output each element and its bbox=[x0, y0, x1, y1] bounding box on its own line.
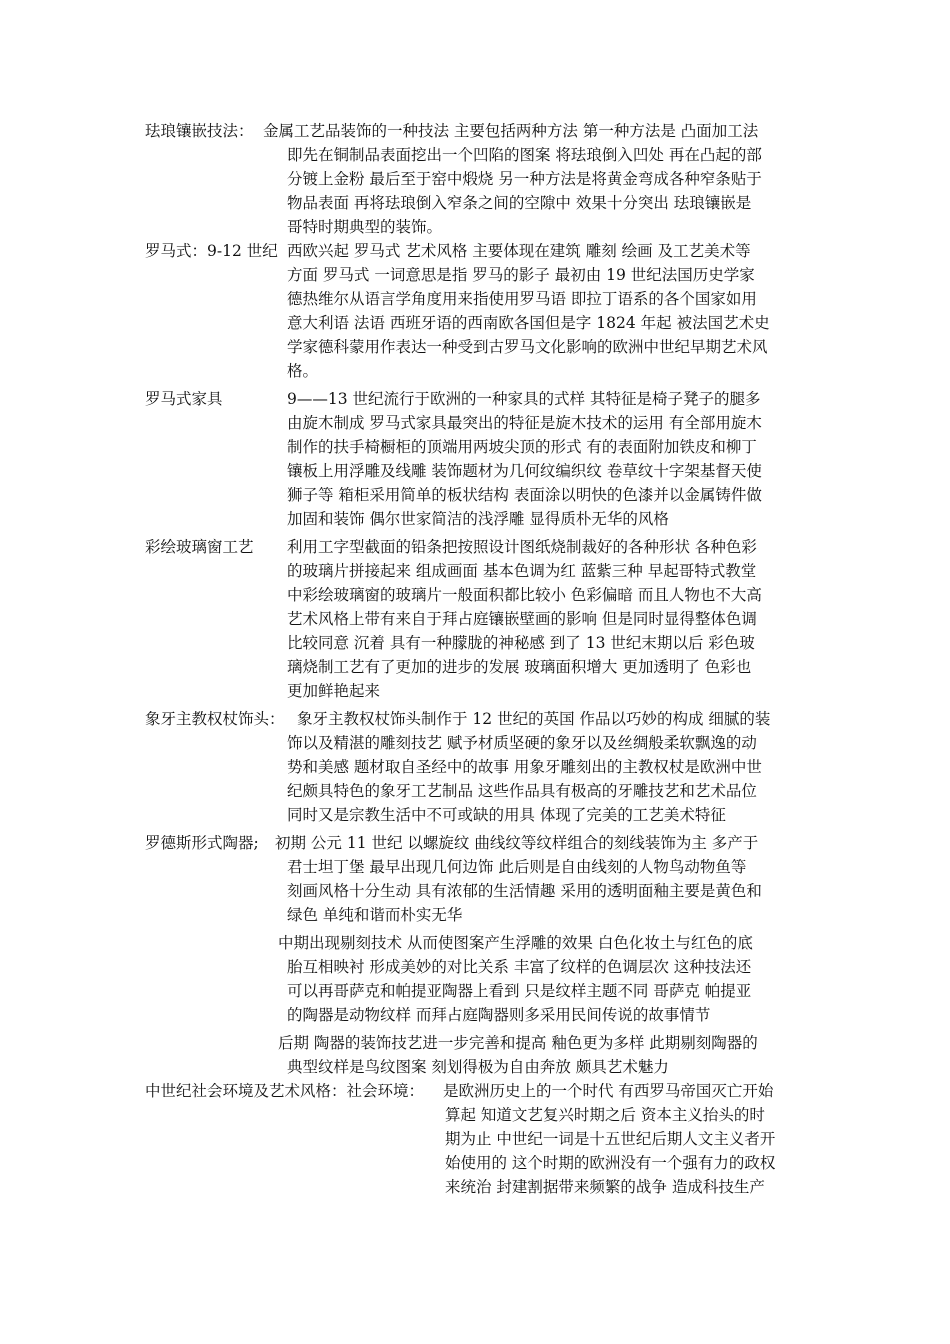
entry-text-line: 君士坦丁堡 最早出现几何边饰 此后则是自由线刻的人物鸟动物鱼等 bbox=[287, 858, 747, 876]
entry-text-line: 中期出现剔刻技术 从而使图案产生浮雕的效果 白色化妆土与红色的底 bbox=[278, 934, 753, 952]
entry-text-line: 物品表面 再将珐琅倒入窄条之间的空隙中 效果十分突出 珐琅镶嵌是 bbox=[287, 194, 752, 212]
entry-term: 罗马式：9-12 世纪 bbox=[145, 242, 278, 260]
entry-text-line: 意大利语 法语 西班牙语的西南欧各国但是字 1824 年起 被法国艺术史 bbox=[287, 314, 770, 332]
entry-text-line: 更加鲜艳起来 bbox=[287, 682, 381, 700]
entry-text-line: 加固和装饰 偶尔世家简洁的浅浮雕 显得质朴无华的风格 bbox=[287, 510, 669, 528]
entry-text-line: 狮子等 箱柜采用简单的板状结构 表面涂以明快的色漆并以金属铸件做 bbox=[287, 486, 762, 504]
entry-text-line: 璃烧制工艺有了更加的进步的发展 玻璃面积增大 更加透明了 色彩也 bbox=[287, 658, 752, 676]
entry-text-line: 后期 陶器的装饰技艺进一步完善和提高 釉色更为多样 此期剔刻陶器的 bbox=[278, 1034, 758, 1052]
entry-text-line: 绿色 单纯和谐而朴实无华 bbox=[287, 906, 463, 924]
entry-text-line: 方面 罗马式 一词意思是指 罗马的影子 最初由 19 世纪法国历史学家 bbox=[287, 266, 755, 284]
entry-text-line: 比较同意 沉着 具有一种朦胧的神秘感 到了 13 世纪末期以后 彩色玻 bbox=[287, 634, 755, 652]
entry-text-line: 同时又是宗教生活中不可或缺的用具 体现了完美的工艺美术特征 bbox=[287, 806, 726, 824]
entry-text-line: 格。 bbox=[287, 362, 319, 380]
entry-text-line: 刻画风格十分生动 具有浓郁的生活情趣 采用的透明面釉主要是黄色和 bbox=[287, 882, 762, 900]
entry-text-line: 由旋木制成 罗马式家具最突出的特征是旋木技术的运用 有全部用旋木 bbox=[287, 414, 762, 432]
entry-text-line: 利用工字型截面的铅条把按照设计图纸烧制裁好的各种形状 各种色彩 bbox=[287, 538, 757, 556]
entry-text-line: 制作的扶手椅橱柜的顶端用两坡尖顶的形式 有的表面附加铁皮和柳丁 bbox=[287, 438, 757, 456]
entry-text-line: 初期 公元 11 世纪 以螺旋纹 曲线纹等纹样组合的刻线装饰为主 多产于 bbox=[275, 834, 759, 852]
entry-text-line: 9——13 世纪流行于欧洲的一种家具的式样 其特征是椅子凳子的腿多 bbox=[287, 390, 761, 408]
entry-term: 罗德斯形式陶器; bbox=[145, 834, 259, 852]
entry-term: 罗马式家具 bbox=[145, 390, 223, 408]
entry-term: 珐琅镶嵌技法： bbox=[145, 122, 254, 140]
entry-text-line: 分镀上金粉 最后至于窑中煅烧 另一种方法是将黄金弯成各种窄条贴于 bbox=[287, 170, 762, 188]
entry-text-line: 即先在铜制品表面挖出一个凹陷的图案 将珐琅倒入凹处 再在凸起的部 bbox=[287, 146, 762, 164]
entry-text-line: 可以再哥萨克和帕提亚陶器上看到 只是纹样主题不同 哥萨克 帕提亚 bbox=[287, 982, 752, 1000]
entry-text-line: 的玻璃片拼接起来 组成画面 基本色调为红 蓝紫三种 早起哥特式教堂 bbox=[287, 562, 757, 580]
entry-text-line: 算起 知道文艺复兴时期之后 资本主义抬头的时 bbox=[445, 1106, 765, 1124]
entry-text-line: 德热维尔从语言学角度用来指使用罗马语 即拉丁语系的各个国家如用 bbox=[287, 290, 757, 308]
entry-text-line: 饰以及精湛的雕刻技艺 赋予材质坚硬的象牙以及丝绸般柔软飘逸的动 bbox=[287, 734, 757, 752]
entry-text-line: 镶板上用浮雕及线雕 装饰题材为几何纹编织纹 卷草纹十字架基督天使 bbox=[287, 462, 762, 480]
entry-text-line: 势和美感 题材取自圣经中的故事 用象牙雕刻出的主教权杖是欧洲中世 bbox=[287, 758, 762, 776]
entry-text-line: 典型纹样是鸟纹图案 刻划得极为自由奔放 颇具艺术魅力 bbox=[287, 1058, 669, 1076]
entry-term: 中世纪社会环境及艺术风格：社会环境： bbox=[145, 1082, 425, 1100]
entry-text-line: 学家德科蒙用作表达一种受到古罗马文化影响的欧洲中世纪早期艺术风 bbox=[287, 338, 768, 356]
entry-term: 彩绘玻璃窗工艺 bbox=[145, 538, 254, 556]
entry-text-line: 胎互相映衬 形成美妙的对比关系 丰富了纹样的色调层次 这种技法还 bbox=[287, 958, 752, 976]
entry-text-line: 西欧兴起 罗马式 艺术风格 主要体现在建筑 雕刻 绘画 及工艺美术等 bbox=[287, 242, 751, 260]
entry-text-line: 象牙主教权杖饰头制作于 12 世纪的英国 作品以巧妙的构成 细腻的装 bbox=[297, 710, 771, 728]
entry-text-line: 哥特时期典型的装饰。 bbox=[287, 218, 443, 236]
entry-text-line: 的陶器是动物纹样 而拜占庭陶器则多采用民间传说的故事情节 bbox=[287, 1006, 711, 1024]
entry-term: 象牙主教权杖饰头： bbox=[145, 710, 285, 728]
entry-text-line: 艺术风格上带有来自于拜占庭镶嵌壁画的影响 但是同时显得整体色调 bbox=[287, 610, 757, 628]
entry-text-line: 金属工艺品装饰的一种技法 主要包括两种方法 第一种方法是 凸面加工法 bbox=[263, 122, 759, 140]
entry-text-line: 来统治 封建割据带来频繁的战争 造成科技生产 bbox=[445, 1178, 765, 1196]
entry-text-line: 始使用的 这个时期的欧洲没有一个强有力的政权 bbox=[445, 1154, 776, 1172]
entry-text-line: 是欧洲历史上的一个时代 有西罗马帝国灭亡开始 bbox=[443, 1082, 774, 1100]
entry-text-line: 纪颇具特色的象牙工艺制品 这些作品具有极高的牙雕技艺和艺术品位 bbox=[287, 782, 757, 800]
entry-text-line: 中彩绘玻璃窗的玻璃片一般面积都比较小 色彩偏暗 而且人物也不大高 bbox=[287, 586, 762, 604]
entry-text-line: 期为止 中世纪一词是十五世纪后期人文主义者开 bbox=[445, 1130, 776, 1148]
